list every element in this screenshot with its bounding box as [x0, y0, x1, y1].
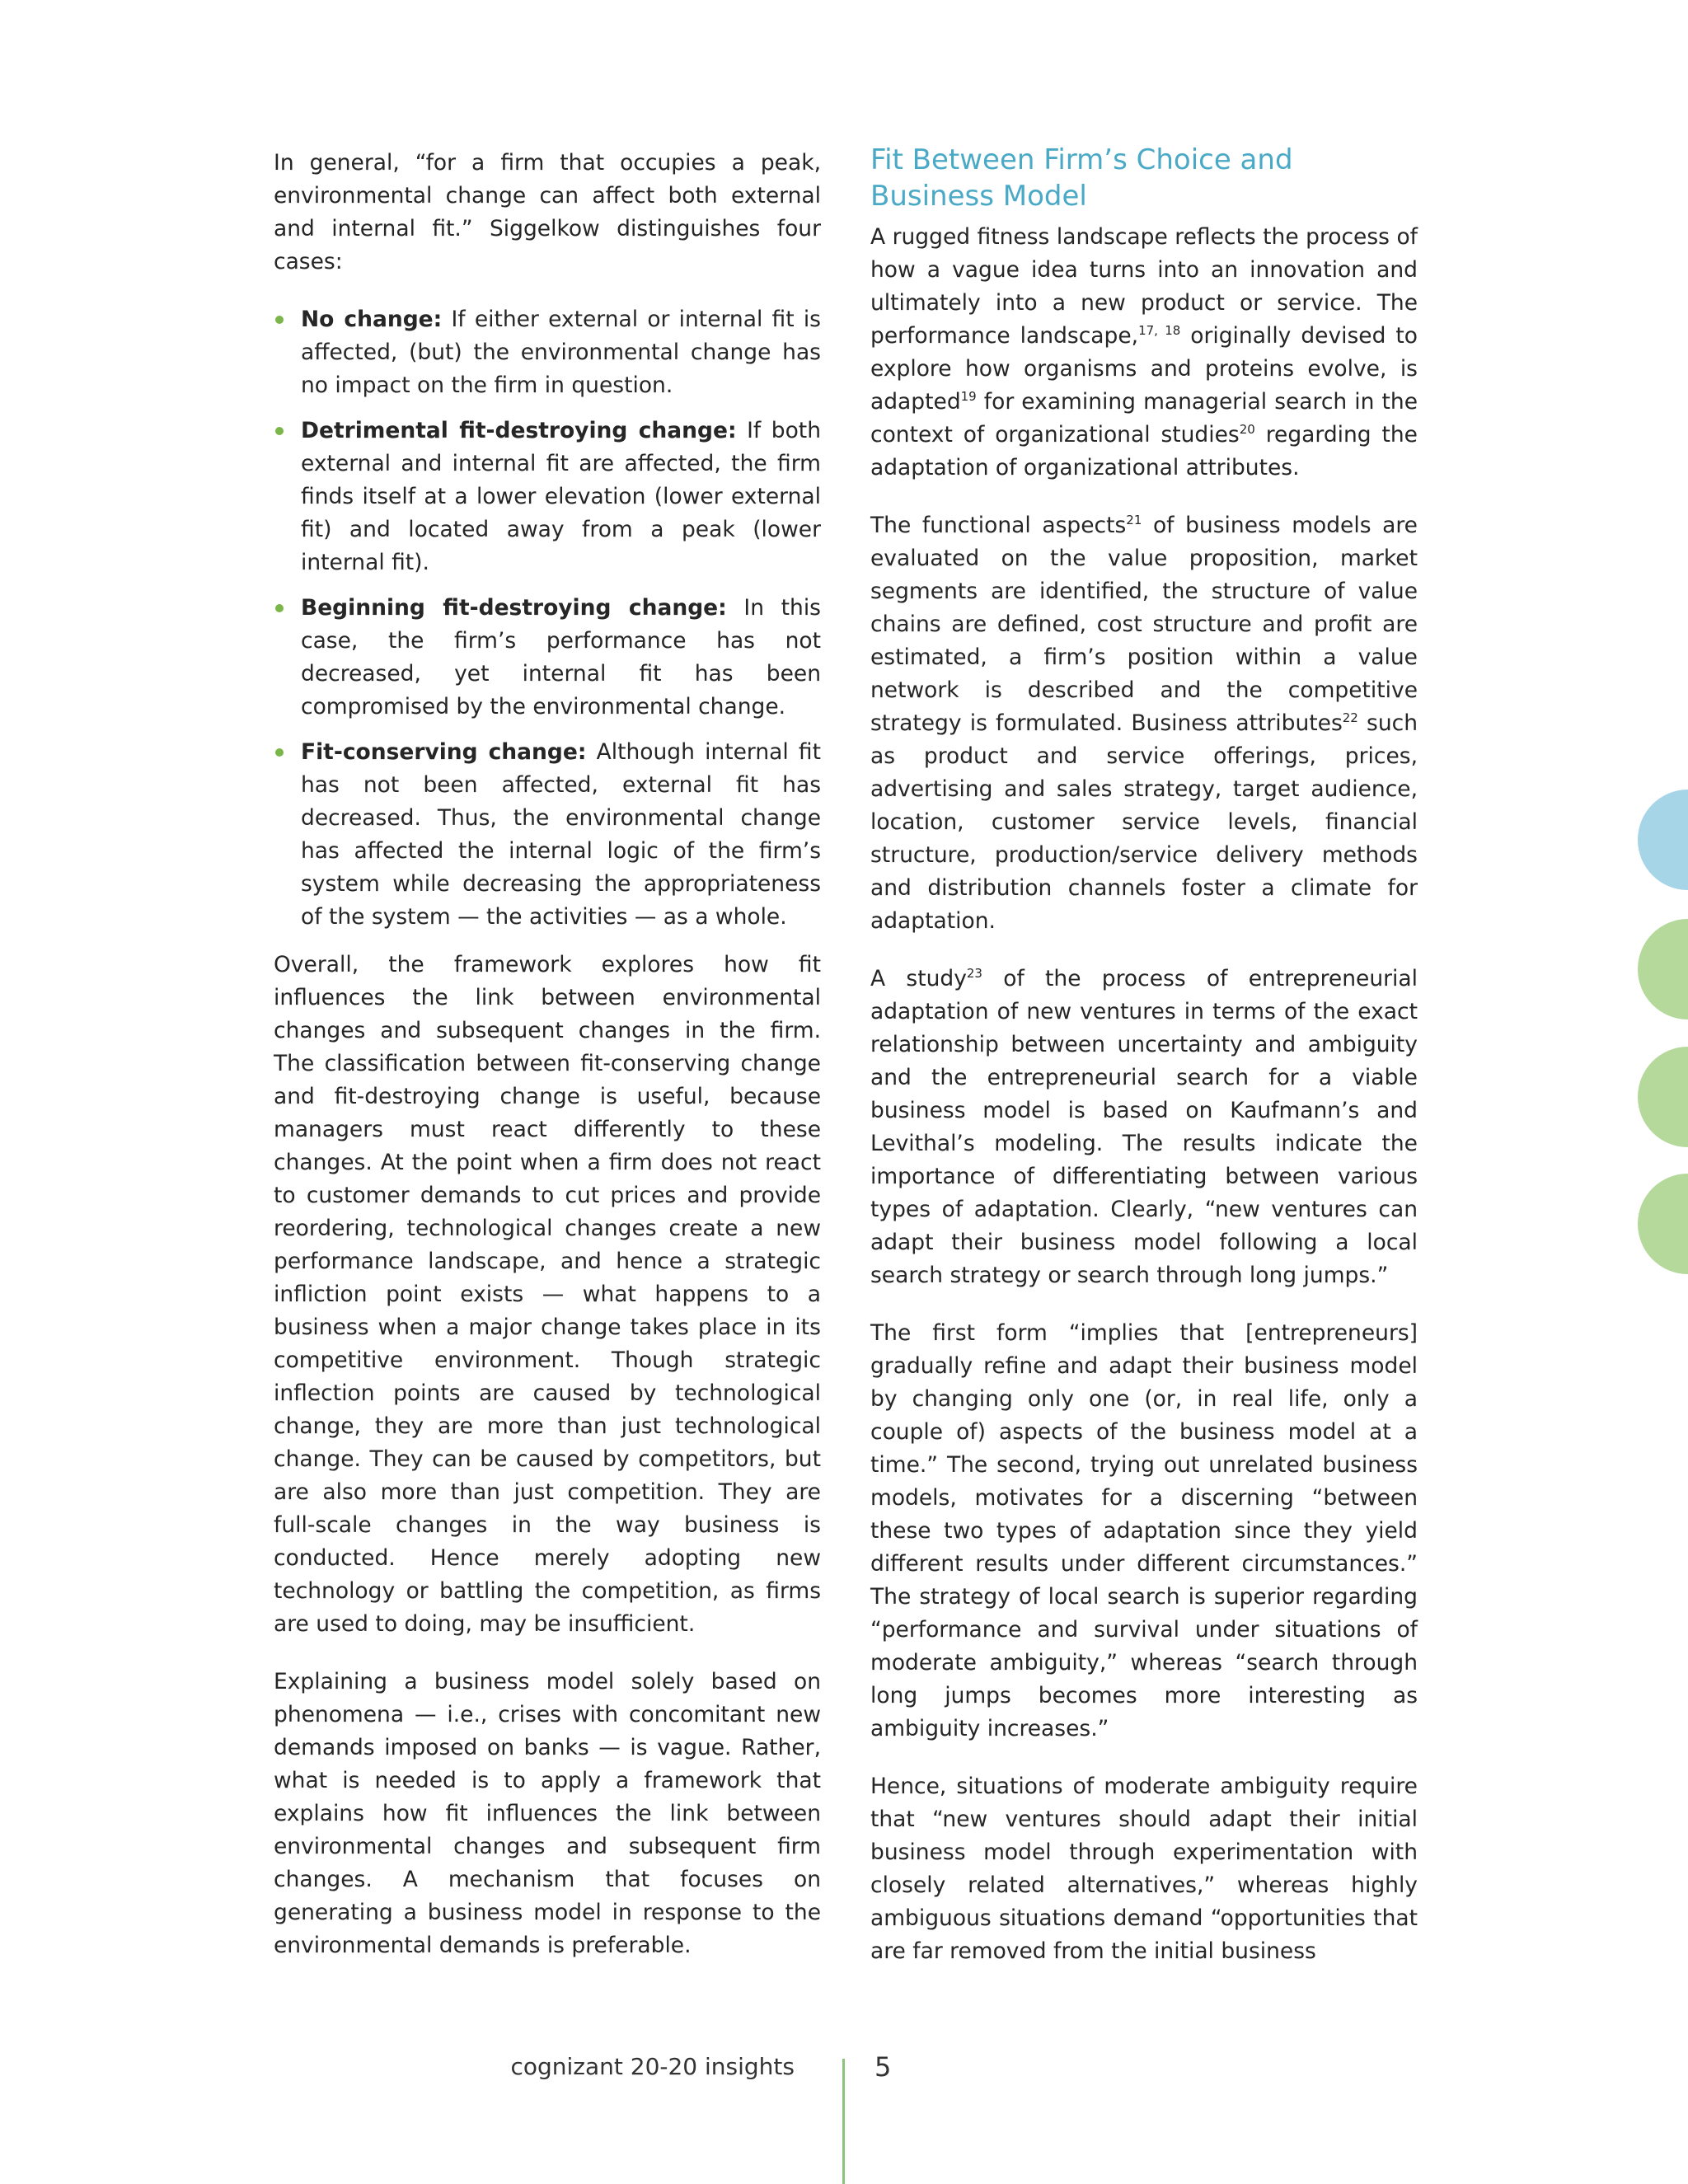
cases-list: [274, 303, 821, 934]
list-item: [274, 736, 821, 934]
bullet-dot-icon: [275, 604, 284, 612]
section-heading: [870, 142, 1418, 214]
text-run: A study: [870, 966, 967, 991]
section-heading-line-1: Fit Between Firm’s Choice and: [870, 143, 1293, 176]
footnote-ref: 19: [960, 389, 977, 404]
functional-aspects-paragraph: [870, 509, 1418, 938]
list-item: [274, 303, 821, 402]
intro-paragraph: In general, “for a firm that occupies a peak, environmental change can affect both external and internal fit.” Siggelkow distinguishes four cases:: [274, 150, 821, 274]
text-run: The functional aspects: [870, 513, 1127, 538]
text-run: regarding the adaptation of organizational attributes.: [870, 422, 1418, 480]
study-paragraph: [870, 963, 1418, 1292]
decorative-blue-circle: [1638, 790, 1688, 890]
list-item-term: Fit-conserving change:: [301, 739, 587, 765]
list-item-term: No change:: [301, 307, 443, 332]
list-item: [274, 415, 821, 579]
decorative-green-circle: [1638, 1047, 1688, 1147]
list-item-text: Although internal fit has not been affected, external fit has decreased. Thus, the environmental change has affected the internal logic of the firm’s system while decreasing the appropriateness of the system — the activities — as a whole.: [301, 739, 821, 930]
text-run: A rugged fitness landscape reflects the process of how a vague idea turns into an innovation and ultimately into a new product or service. The performance landscape,: [870, 224, 1418, 349]
footer-brand: cognizant 20-20 insights: [510, 2053, 795, 2080]
footnote-ref: 17, 18: [1138, 323, 1181, 338]
footer-divider: [842, 2059, 845, 2184]
text-run: of the process of entrepreneurial adaptation of new ventures in terms of the exact relationship between uncertainty and ambiguity and the entrepreneurial search for a viable business model is based on Kaufmann’s and Levithal’s modeling. The results indicate the importance of differentiating between various types of adaptation. Clearly, “new ventures can adapt their business model following a local search strategy or search through long jumps.”: [870, 966, 1418, 1288]
text-run: of business models are evaluated on the value proposition, market segments are identified, the structure of value chains are defined, cost structure and profit are estimated, a firm’s position within a value network is described and the competitive strategy is formulated. Business attributes: [870, 513, 1418, 736]
footnote-ref: 20: [1239, 422, 1255, 437]
list-item-term: Detrimental fit-destroying change:: [301, 418, 737, 443]
left-column: [274, 147, 821, 1987]
bullet-dot-icon: [275, 316, 284, 324]
explaining-paragraph: Explaining a business model solely based on phenomena — i.e., crises with concomitant new demands imposed on banks — is vague. Rather, what is needed is to apply a framework that explains how fit influences the link between environmental changes and subsequent firm changes. A mechanism that focuses on generating a business model in response to the environmental demands is preferable.: [274, 1669, 821, 1958]
list-item: [274, 592, 821, 724]
footnote-ref: 23: [966, 966, 982, 981]
decorative-green-circle: [1638, 1174, 1688, 1274]
decorative-green-circle: [1638, 919, 1688, 1019]
list-item-term: Beginning fit-destroying change:: [301, 595, 727, 621]
list-item-text: In this case, the firm’s performance has not decreased, yet internal fit has been compromised by the environmental change.: [301, 595, 821, 719]
landscape-paragraph: [870, 221, 1418, 485]
first-form-paragraph: The first form “implies that [entrepreneurs] gradually refine and adapt their business model by changing only one (or, in real life, only a couple of) aspects of the business model at a time.” The second, trying out unrelated business models, motivates for a discerning “between these two types of adaptation since they yield different results under different circumstances.” The strategy of local search is superior regarding “performance and survival under situations of moderate ambiguity,” whereas “search through long jumps becomes more interesting as ambiguity increases.”: [870, 1320, 1418, 1741]
list-item-text: If both external and internal fit are affected, the firm finds itself at a lower elevation (lower external fit) and located away from a peak (lower internal fit).: [301, 418, 821, 575]
bullet-dot-icon: [275, 748, 284, 757]
section-heading-line-2: Business Model: [870, 180, 1087, 213]
right-column: [870, 142, 1418, 1993]
list-item-text: If either external or internal fit is affected, (but) the environmental change has no impact on the firm in question.: [301, 307, 821, 398]
footnote-ref: 21: [1126, 513, 1142, 527]
footnote-ref: 22: [1342, 710, 1358, 725]
text-run: originally devised to explore how organisms and proteins evolve, is adapted: [870, 323, 1418, 415]
moderate-ambiguity-paragraph: Hence, situations of moderate ambiguity require that “new ventures should adapt their initial business model through experimentation with closely related alternatives,” whereas highly ambiguous situations demand “opportunities that are far removed from the initial business: [870, 1774, 1418, 1964]
text-run: for examining managerial search in the context of organizational studies: [870, 389, 1418, 448]
page-number: 5: [874, 2051, 892, 2083]
bullet-dot-icon: [275, 427, 284, 435]
text-run: such as product and service offerings, prices, advertising and sales strategy, target audience, location, customer service levels, financial structure, production/service delivery methods and distribution channels foster a climate for adaptation.: [870, 710, 1418, 934]
overall-paragraph: Overall, the framework explores how fit influences the link between environmental changes and subsequent changes in the firm. The classification between fit-conserving change and fit-destroying change is useful, because managers must react differently to these changes. At the point when a firm does not react to customer demands to cut prices and provide reordering, technological changes create a new performance landscape, and hence a strategic infliction point exists — what happens to a business when a major change takes place in its competitive environment. Though strategic inflection points are caused by technological change, they are more than just technological change. They can be caused by competitors, but are also more than just competition. They are full-scale changes in the way business is conducted. Hence merely adopting new technology or battling the competition, as firms are used to doing, may be insufficient.: [274, 952, 821, 1637]
